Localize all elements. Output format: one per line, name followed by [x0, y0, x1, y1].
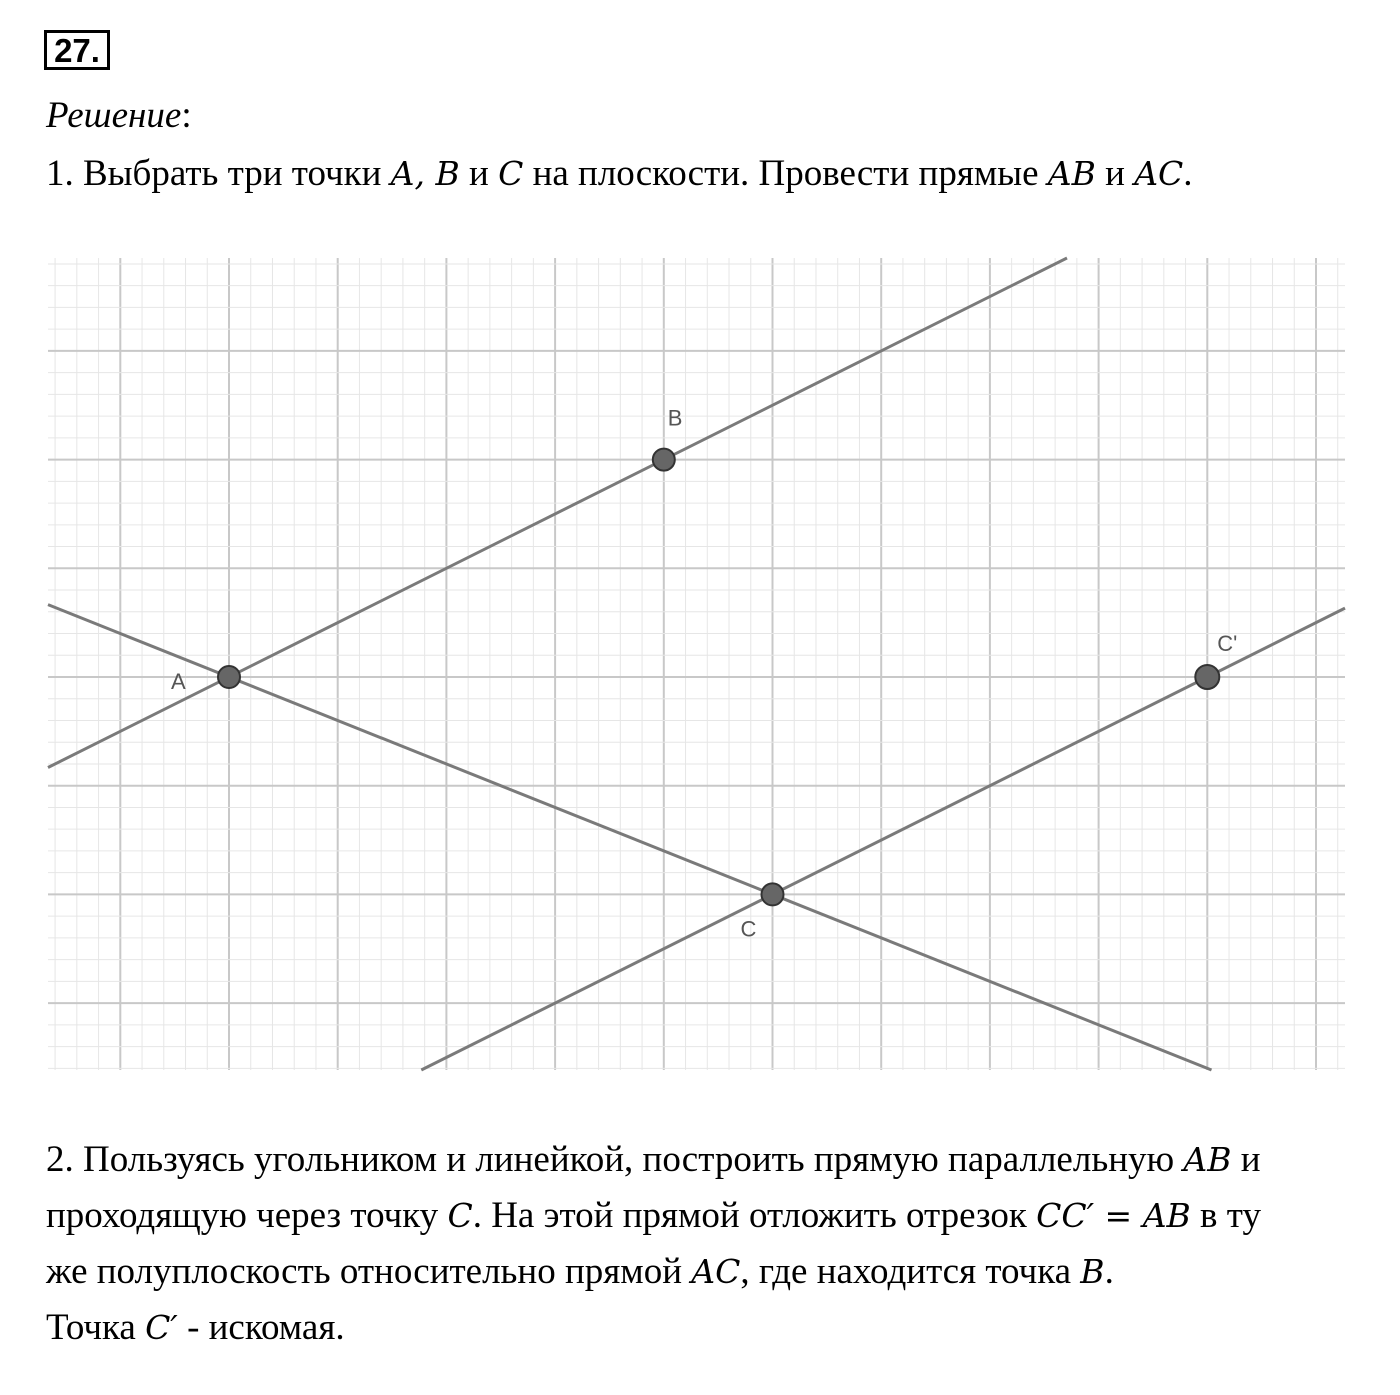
step-1-point-b: B — [435, 154, 460, 193]
step-2-line-2-end: в ту — [1190, 1195, 1261, 1236]
step-2-point-b: B — [1080, 1252, 1105, 1291]
step-2-text — [46, 1132, 1366, 1300]
solution-heading-colon: : — [181, 95, 192, 136]
task-number: 27. — [44, 30, 110, 70]
step-2-line-ab: AB — [1183, 1140, 1232, 1179]
step-2-line-3-mid: , где находится точка — [740, 1251, 1081, 1292]
point-label-c1: C' — [1217, 631, 1238, 656]
point-b — [653, 449, 675, 471]
point-label-c: C — [740, 916, 757, 942]
step-2-line-3-prefix: же полуплоскость относительно прямой — [46, 1251, 692, 1292]
line-ab — [48, 258, 1067, 768]
step-2-point-c: C — [447, 1196, 473, 1235]
step-2-line-1-prefix: 2. Пользуясь угольником и линейкой, построить прямую параллельную — [46, 1139, 1184, 1180]
grid — [48, 258, 1345, 1070]
point-c1 — [1195, 665, 1219, 689]
step-2-line-3 — [46, 1244, 1366, 1300]
conclusion-text — [46, 1300, 345, 1356]
step-1-prefix: 1. Выбрать три точки — [46, 153, 391, 194]
step-1-and-2: и — [1095, 153, 1135, 194]
step-2-line-2-prefix: проходящую через точку — [46, 1195, 448, 1236]
step-1-end: . — [1183, 153, 1193, 194]
point-labels — [171, 406, 1237, 942]
step-1-and: и — [459, 153, 499, 194]
step-1-point-c: C — [498, 154, 524, 193]
solution-heading-text: Решение — [46, 95, 182, 136]
point-c — [762, 883, 784, 905]
step-2-line-ac: AC — [691, 1252, 741, 1291]
step-2-line-2-mid: . На этой прямой отложить отрезок — [472, 1195, 1037, 1236]
step-2-equation: CC′ = AB — [1036, 1196, 1191, 1235]
point-label-b: B — [667, 405, 683, 431]
step-2-line-2 — [46, 1188, 1366, 1244]
step-1-line-ac: AC — [1134, 154, 1184, 193]
step-2-line-1 — [46, 1132, 1366, 1188]
conclusion-point: C′ — [145, 1308, 178, 1347]
step-1-line-ab: AB — [1047, 154, 1096, 193]
conclusion-end: - искомая. — [177, 1307, 345, 1348]
conclusion-prefix: Точка — [46, 1307, 146, 1348]
step-2-line-1-end: и — [1231, 1139, 1261, 1180]
step-1-comma: , — [414, 154, 436, 193]
step-2-line-3-end: . — [1104, 1251, 1114, 1292]
construction-lines — [48, 258, 1345, 1070]
point-label-a: A — [171, 669, 186, 694]
step-1-mid: на плоскости. Провести прямые — [523, 153, 1048, 194]
step-1-point-a: A — [390, 154, 415, 193]
point-a — [218, 666, 240, 688]
